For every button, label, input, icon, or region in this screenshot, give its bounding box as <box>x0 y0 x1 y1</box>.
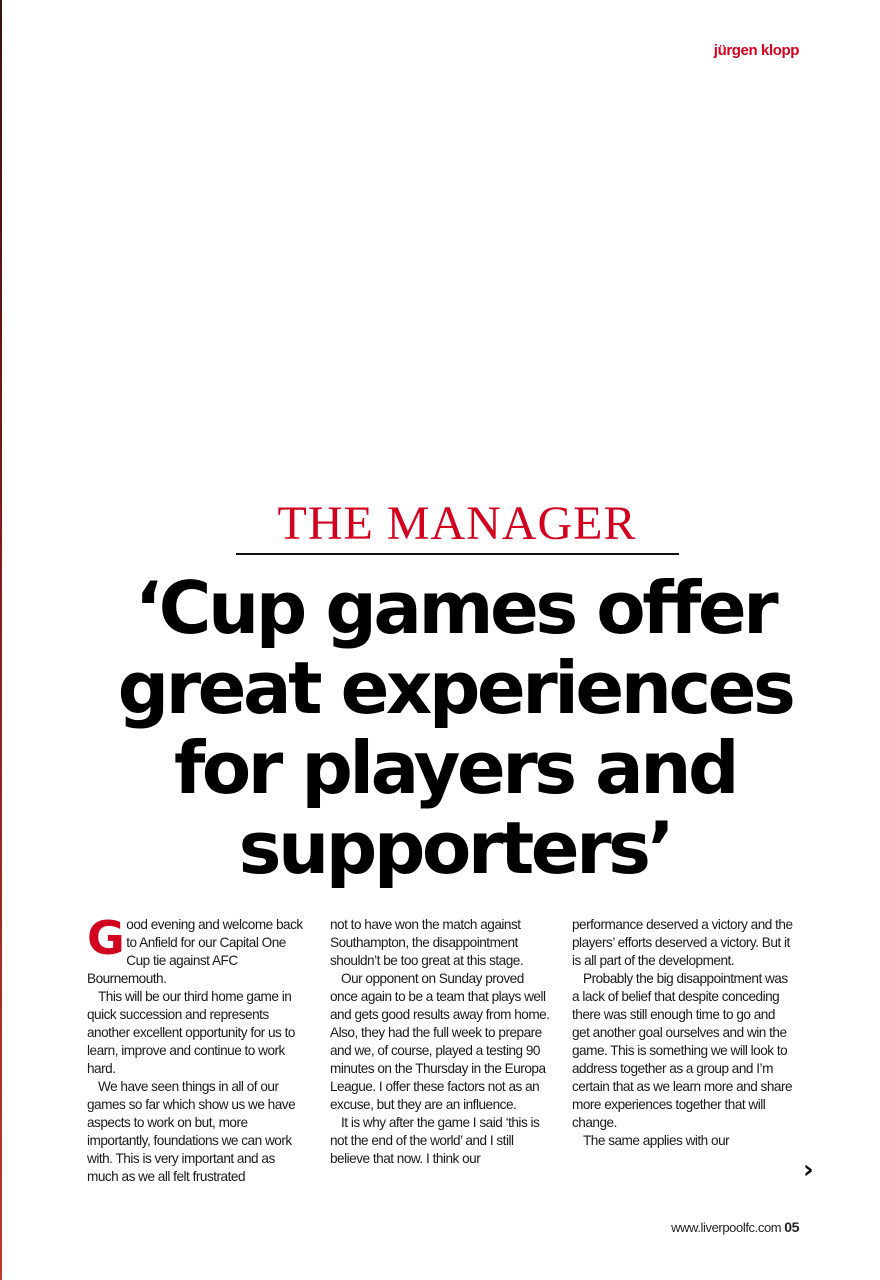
article-paragraph: Probably the big disappointment was a lack of belief that despite conceding there was still enough time to go and get another goal ourselves and win the game. This is something we will look to address together as a group and I’m certain that as we learn more and share more experiences together that will change. <box>572 971 793 1130</box>
article-paragraph: It is why after the game I said ‘this is not the end of the world’ and I still believe that now. I think our <box>330 1115 540 1166</box>
page-number: 05 <box>784 1219 799 1235</box>
article-paragraph: not to have won the match against Southampton, the disappointment shouldn’t be too great at this stage. <box>330 917 524 968</box>
article-paragraph: We have seen things in all of our games so far which show us we have aspects to work on but, more importantly, foundations we can work with. This is very important and as much as we all felt frustrated <box>87 1079 296 1184</box>
title-divider <box>236 553 679 555</box>
page-spine-edge <box>0 0 2 1280</box>
headline <box>60 568 850 888</box>
article-paragraph: The same applies with our <box>583 1133 730 1148</box>
article-paragraph: performance deserved a victory and the players’ efforts deserved a victory. But it is all part of the development. <box>572 917 793 968</box>
article-paragraph: Our opponent on Sunday proved once again to be a team that plays well and gets good results away from home. Also, they had the full week to prepare and we, of course, played a testing 90 minutes on the Thursday in the Europa League. I offer these factors not as an excuse, but they are an influence. <box>330 971 550 1112</box>
section-title: THE MANAGER <box>277 497 637 550</box>
footer-url: www.liverpoolfc.com <box>671 1220 782 1235</box>
article-paragraph: This will be our third home game in quick succession and represents another excellent opportunity for us to learn, improve and continue to work hard. <box>87 989 295 1076</box>
chevron-right-icon[interactable]: › <box>803 1155 814 1185</box>
headline-line: great experiences <box>117 646 793 730</box>
article-paragraph: Good evening and welcome back to Anfield for our Capital One Cup tie against AFC Bournemouth. <box>87 911 303 986</box>
article-column-2 <box>330 916 552 1168</box>
headline-line: supporters’ <box>238 806 672 890</box>
page-footer <box>671 1219 799 1235</box>
running-head: jürgen klopp <box>713 42 799 59</box>
drop-cap: G <box>87 911 125 965</box>
article-column-1 <box>87 911 309 1186</box>
headline-line: ‘Cup games offer <box>134 566 776 650</box>
headline-line: for players and <box>173 726 737 810</box>
article-column-3 <box>572 916 794 1150</box>
